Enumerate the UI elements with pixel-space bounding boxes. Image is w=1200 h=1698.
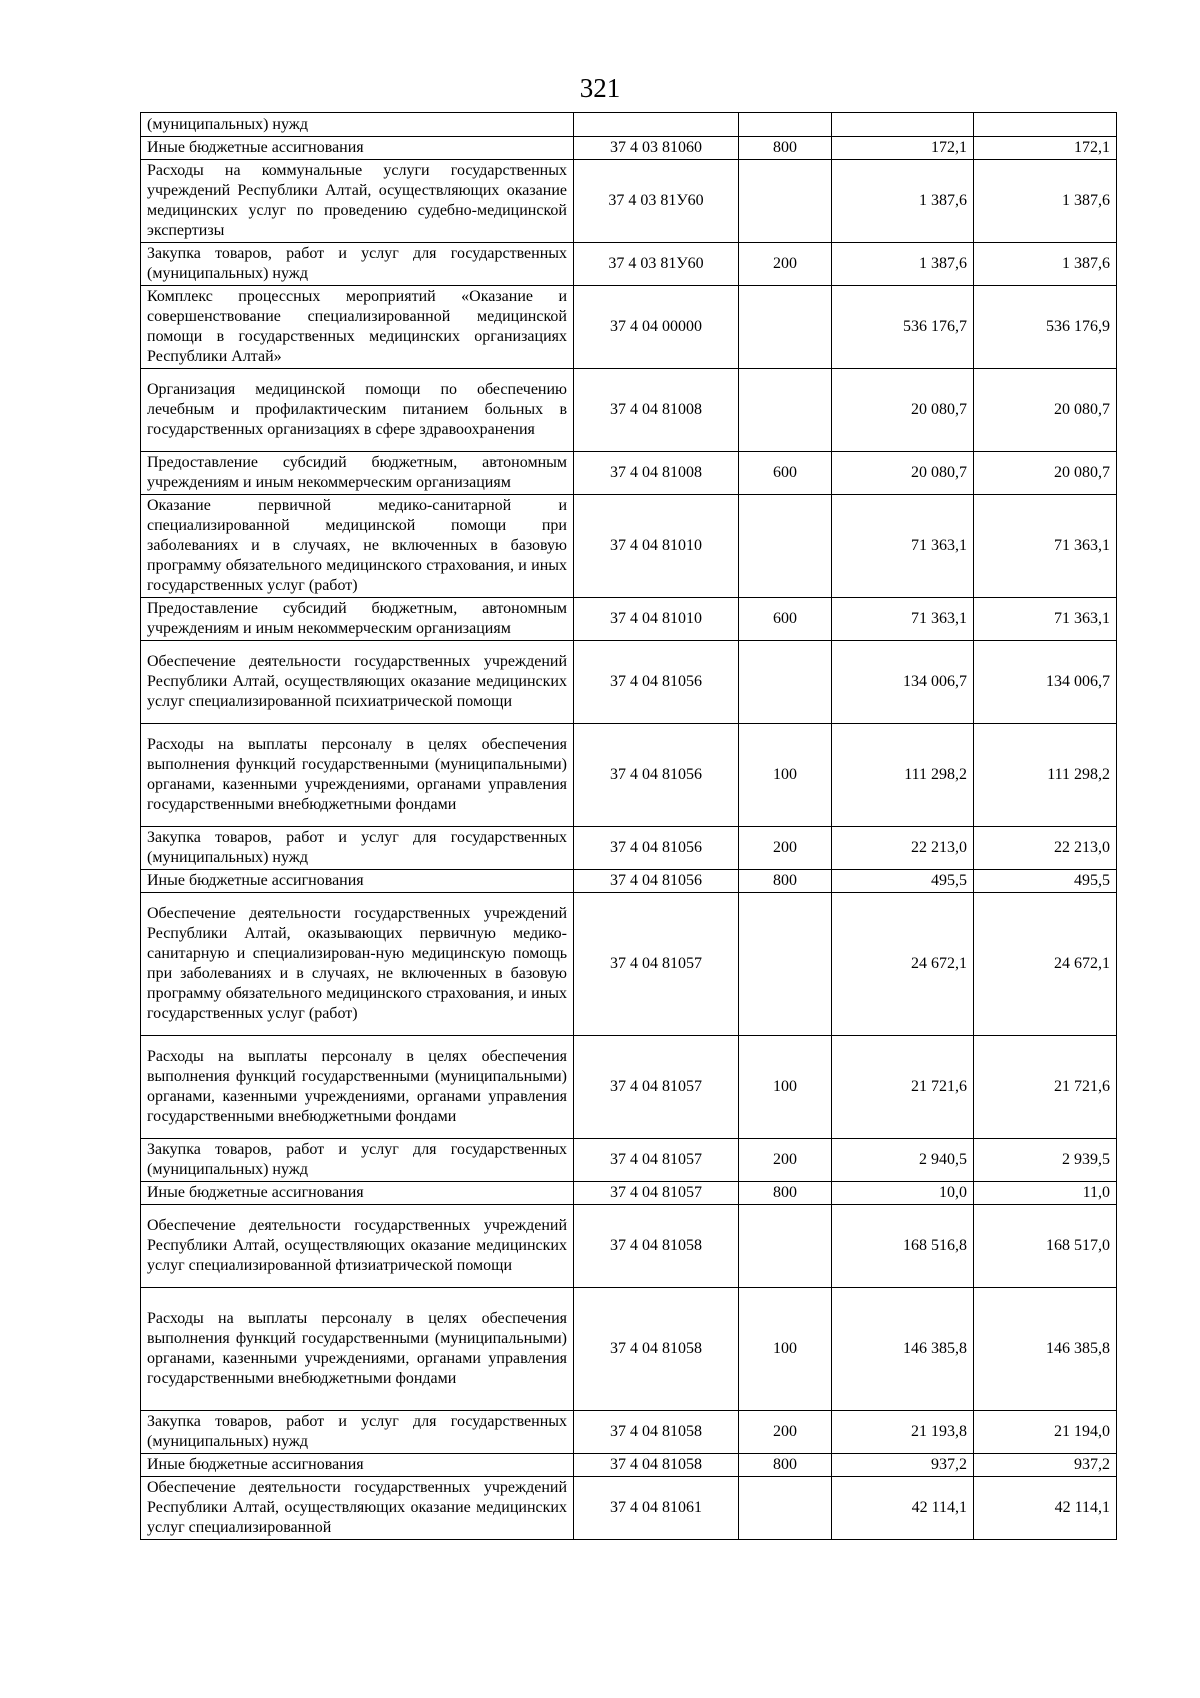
row-amount-year2-cell: 172,1 [974,137,1117,160]
row-expense-type-cell: 600 [739,598,832,641]
row-amount-year2-cell: 20 080,7 [974,369,1117,452]
row-code-cell: 37 4 04 81058 [574,1454,739,1477]
row-expense-type-cell [739,495,832,598]
row-amount-year2-cell: 21 194,0 [974,1411,1117,1454]
row-name-cell: Иные бюджетные ассигнования [141,1182,574,1205]
table-row [141,893,1117,1036]
row-amount-year1-cell: 146 385,8 [832,1288,974,1411]
row-expense-type-cell: 200 [739,243,832,286]
row-expense-type-cell: 200 [739,1139,832,1182]
row-name-cell: Обеспечение деятельности государственных учреждений Республики Алтай, осуществляющих оказание медицинских услуг специализированной психиатрической помощи [141,641,574,724]
row-expense-type-cell: 200 [739,1411,832,1454]
row-amount-year2-cell [974,113,1117,137]
row-amount-year1-cell: 20 080,7 [832,369,974,452]
row-expense-type-cell: 200 [739,827,832,870]
row-code-cell: 37 4 04 81057 [574,1182,739,1205]
row-amount-year2-cell: 134 006,7 [974,641,1117,724]
table-row [141,286,1117,369]
row-name-cell: Предоставление субсидий бюджетным, автономным учреждениям и иным некоммерческим организациям [141,598,574,641]
row-expense-type-cell: 800 [739,870,832,893]
row-expense-type-cell [739,113,832,137]
row-amount-year2-cell: 11,0 [974,1182,1117,1205]
row-amount-year2-cell: 42 114,1 [974,1477,1117,1540]
table-row [141,827,1117,870]
row-code-cell: 37 4 04 81056 [574,827,739,870]
row-amount-year1-cell: 71 363,1 [832,495,974,598]
row-code-cell: 37 4 03 81У60 [574,243,739,286]
row-expense-type-cell: 100 [739,724,832,827]
table-row [141,495,1117,598]
row-code-cell: 37 4 04 81010 [574,495,739,598]
table-row [141,113,1117,137]
table-row [141,1036,1117,1139]
row-code-cell: 37 4 04 81058 [574,1205,739,1288]
row-name-cell: Обеспечение деятельности государственных учреждений Республики Алтай, осуществляющих оказание медицинских услуг специализированной фтизиатрической помощи [141,1205,574,1288]
row-expense-type-cell [739,1205,832,1288]
row-amount-year1-cell: 20 080,7 [832,452,974,495]
row-amount-year2-cell: 146 385,8 [974,1288,1117,1411]
row-name-cell: Закупка товаров, работ и услуг для государственных (муниципальных) нужд [141,1411,574,1454]
row-name-cell: (муниципальных) нужд [141,113,574,137]
table-row [141,870,1117,893]
row-amount-year2-cell: 1 387,6 [974,243,1117,286]
row-expense-type-cell: 100 [739,1036,832,1139]
table-row [141,137,1117,160]
table-row [141,160,1117,243]
table-row [141,1454,1117,1477]
row-code-cell: 37 4 04 81057 [574,1139,739,1182]
row-expense-type-cell: 600 [739,452,832,495]
row-code-cell: 37 4 03 81060 [574,137,739,160]
row-amount-year1-cell: 22 213,0 [832,827,974,870]
row-amount-year2-cell: 71 363,1 [974,495,1117,598]
budget-table [140,112,1117,1540]
row-name-cell: Закупка товаров, работ и услуг для государственных (муниципальных) нужд [141,827,574,870]
row-amount-year1-cell [832,113,974,137]
row-expense-type-cell: 800 [739,1454,832,1477]
row-expense-type-cell: 800 [739,137,832,160]
row-name-cell: Иные бюджетные ассигнования [141,870,574,893]
row-name-cell: Закупка товаров, работ и услуг для государственных (муниципальных) нужд [141,243,574,286]
row-code-cell: 37 4 04 81058 [574,1288,739,1411]
row-code-cell: 37 4 04 81010 [574,598,739,641]
row-code-cell: 37 4 04 81058 [574,1411,739,1454]
row-amount-year1-cell: 495,5 [832,870,974,893]
row-name-cell: Обеспечение деятельности государственных учреждений Республики Алтай, осуществляющих оказание медицинских услуг специализированной [141,1477,574,1540]
row-amount-year1-cell: 111 298,2 [832,724,974,827]
row-name-cell: Обеспечение деятельности государственных учреждений Республики Алтай, оказывающих первичную медико-санитарную и специализирован-ную медицинскую помощь при заболеваниях и в случаях, не включенных в базовую программу обязательного медицинского страхования, и иных государственных услуг (работ) [141,893,574,1036]
row-name-cell: Расходы на выплаты персоналу в целях обеспечения выполнения функций государственными (муниципальными) органами, казенными учреждениями, органами управления государственными внебюджетными фондами [141,1036,574,1139]
row-amount-year1-cell: 1 387,6 [832,160,974,243]
row-amount-year2-cell: 495,5 [974,870,1117,893]
table-row [141,1205,1117,1288]
row-code-cell [574,113,739,137]
row-amount-year1-cell: 2 940,5 [832,1139,974,1182]
row-name-cell: Оказание первичной медико-санитарной и специализированной медицинской помощи при заболеваниях и в случаях, не включенных в базовую программу обязательного медицинского страхования, и иных государственных услуг (работ) [141,495,574,598]
row-amount-year2-cell: 21 721,6 [974,1036,1117,1139]
page-number: 321 [579,73,621,103]
row-expense-type-cell: 100 [739,1288,832,1411]
row-amount-year1-cell: 21 193,8 [832,1411,974,1454]
row-code-cell: 37 4 03 81У60 [574,160,739,243]
row-amount-year2-cell: 111 298,2 [974,724,1117,827]
row-amount-year2-cell: 1 387,6 [974,160,1117,243]
row-amount-year2-cell: 536 176,9 [974,286,1117,369]
row-name-cell: Предоставление субсидий бюджетным, автономным учреждениям и иным некоммерческим организациям [141,452,574,495]
row-expense-type-cell: 800 [739,1182,832,1205]
row-name-cell: Иные бюджетные ассигнования [141,1454,574,1477]
row-name-cell: Организация медицинской помощи по обеспечению лечебным и профилактическим питанием больных в государственных организациях в сфере здравоохранения [141,369,574,452]
row-amount-year2-cell: 2 939,5 [974,1139,1117,1182]
row-amount-year2-cell: 71 363,1 [974,598,1117,641]
row-code-cell: 37 4 04 81056 [574,870,739,893]
table-row [141,1182,1117,1205]
row-expense-type-cell [739,369,832,452]
row-amount-year1-cell: 937,2 [832,1454,974,1477]
row-name-cell: Иные бюджетные ассигнования [141,137,574,160]
row-code-cell: 37 4 04 81056 [574,641,739,724]
row-amount-year1-cell: 1 387,6 [832,243,974,286]
row-name-cell: Расходы на выплаты персоналу в целях обеспечения выполнения функций государственными (муниципальными) органами, казенными учреждениями, органами управления государственными внебюджетными фондами [141,1288,574,1411]
row-code-cell: 37 4 04 81008 [574,369,739,452]
row-amount-year2-cell: 937,2 [974,1454,1117,1477]
row-code-cell: 37 4 04 81061 [574,1477,739,1540]
table-row [141,1477,1117,1540]
row-amount-year1-cell: 10,0 [832,1182,974,1205]
table-row [141,598,1117,641]
row-amount-year1-cell: 21 721,6 [832,1036,974,1139]
table-row [141,243,1117,286]
row-code-cell: 37 4 04 81057 [574,893,739,1036]
row-expense-type-cell [739,1477,832,1540]
table-row [141,369,1117,452]
row-name-cell: Расходы на коммунальные услуги государственных учреждений Республики Алтай, осуществляющих оказание медицинских услуг по проведению судебно-медицинской экспертизы [141,160,574,243]
row-code-cell: 37 4 04 00000 [574,286,739,369]
row-code-cell: 37 4 04 81056 [574,724,739,827]
row-amount-year1-cell: 24 672,1 [832,893,974,1036]
row-name-cell: Расходы на выплаты персоналу в целях обеспечения выполнения функций государственными (муниципальными) органами, казенными учреждениями, органами управления государственными внебюджетными фондами [141,724,574,827]
row-expense-type-cell [739,641,832,724]
row-expense-type-cell [739,286,832,369]
row-amount-year1-cell: 42 114,1 [832,1477,974,1540]
table-row [141,1288,1117,1411]
row-amount-year2-cell: 20 080,7 [974,452,1117,495]
row-amount-year2-cell: 22 213,0 [974,827,1117,870]
row-code-cell: 37 4 04 81008 [574,452,739,495]
row-amount-year2-cell: 168 517,0 [974,1205,1117,1288]
row-expense-type-cell [739,893,832,1036]
row-amount-year1-cell: 134 006,7 [832,641,974,724]
row-code-cell: 37 4 04 81057 [574,1036,739,1139]
table-row [141,1411,1117,1454]
table-row [141,452,1117,495]
table-row [141,1139,1117,1182]
table-row [141,724,1117,827]
row-expense-type-cell [739,160,832,243]
row-amount-year1-cell: 71 363,1 [832,598,974,641]
table-row [141,641,1117,724]
budget-table-body [141,113,1117,1540]
row-name-cell: Закупка товаров, работ и услуг для государственных (муниципальных) нужд [141,1139,574,1182]
row-amount-year1-cell: 536 176,7 [832,286,974,369]
row-amount-year1-cell: 168 516,8 [832,1205,974,1288]
row-amount-year1-cell: 172,1 [832,137,974,160]
row-amount-year2-cell: 24 672,1 [974,893,1117,1036]
row-name-cell: Комплекс процессных мероприятий «Оказание и совершенствование специализированной медицинской помощи в государственных медицинских организациях Республики Алтай» [141,286,574,369]
